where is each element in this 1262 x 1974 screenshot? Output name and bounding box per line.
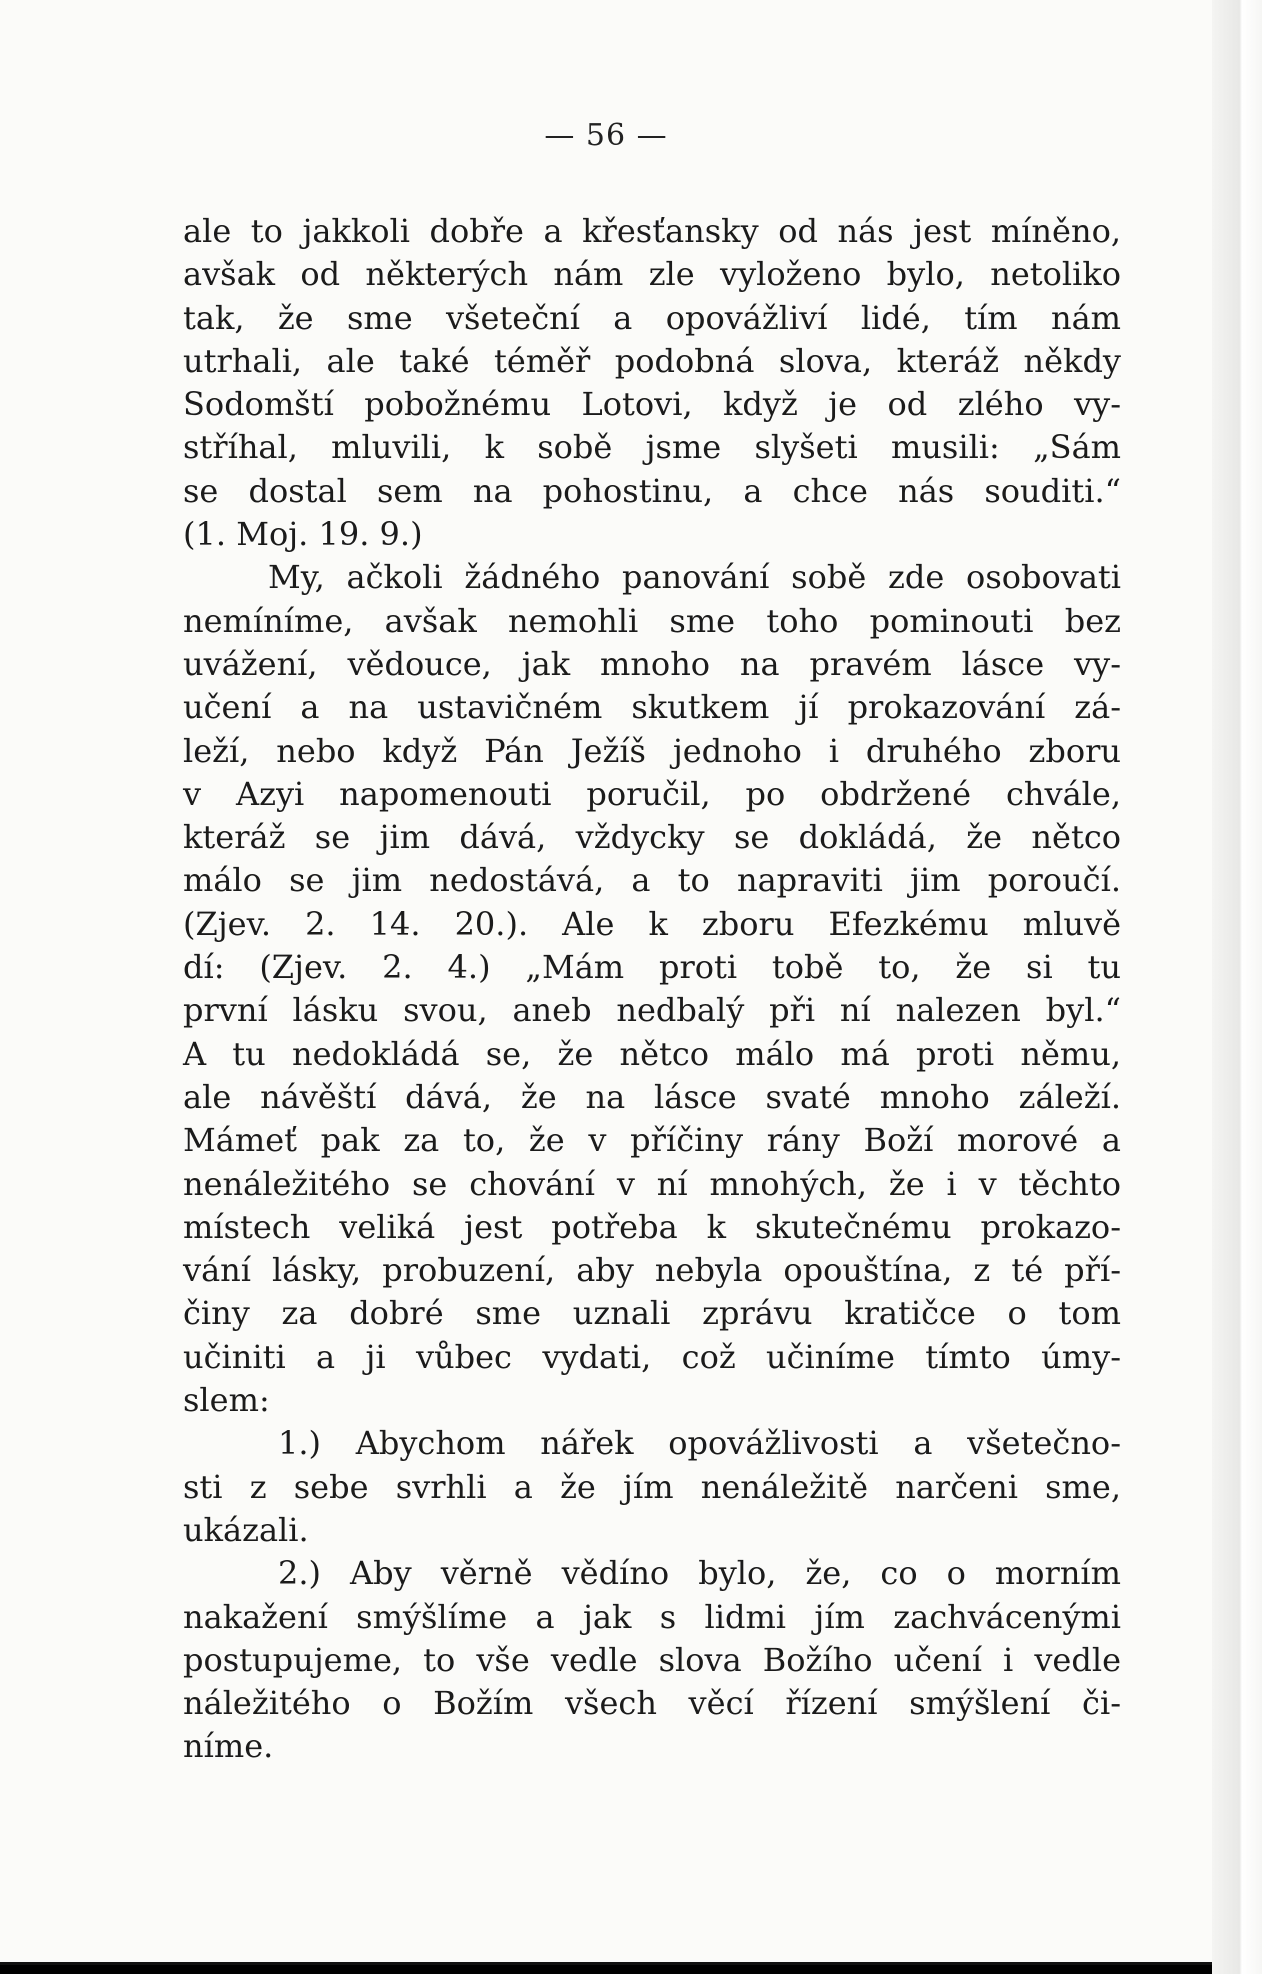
- paragraph-2: [183, 556, 1121, 1422]
- text-line: avšak od některých nám zle vyloženo bylo, netoliko: [183, 255, 1121, 294]
- text-line: níme.: [183, 1727, 274, 1766]
- page-number: — 56 —: [544, 118, 668, 153]
- binding-edge: [1212, 0, 1262, 1974]
- text-line: místech veliká jest potřeba k skutečnému prokazo-: [183, 1207, 1121, 1246]
- text-line: utrhali, ale také téměř podobná slova, kteráž někdy: [183, 341, 1121, 380]
- text-line: kteráž se jim dává, vždycky se dokládá, že nětco: [183, 818, 1121, 857]
- text-line: (Zjev. 2. 14. 20.). Ale k zboru Efezkému mluvě: [183, 904, 1121, 943]
- text-line: málo se jim nedostává, a to napraviti jim poroučí.: [183, 861, 1121, 900]
- text-line: učiniti a ji vůbec vydati, což učiníme tímto úmy-: [183, 1337, 1121, 1376]
- text-line: sti z sebe svrhli a že jím nenáležitě narčeni sme,: [183, 1467, 1121, 1506]
- text-line: náležitého o Božím všech věcí řízení smýšlení či-: [183, 1684, 1121, 1723]
- text-line: nenáležitého se chování v ní mnohých, že i v těchto: [183, 1164, 1121, 1203]
- text-line: My, ačkoli žádného panování sobě zde osobovati: [268, 558, 1121, 597]
- text-line: uvážení, vědouce, jak mnoho na pravém lásce vy-: [183, 644, 1121, 683]
- text-line: Mámeť pak za to, že v příčiny rány Boží morové a: [183, 1121, 1121, 1160]
- text-line: vání lásky, probuzení, aby nebyla opouštína, z té pří-: [183, 1251, 1121, 1290]
- text-line: ukázali.: [183, 1510, 309, 1549]
- text-line: (1. Moj. 19. 9.): [183, 515, 423, 554]
- text-line: činy za dobré sme uznali zprávu kratičce o tom: [183, 1294, 1121, 1333]
- body-text: [183, 210, 1121, 1769]
- text-line: slem:: [183, 1381, 270, 1420]
- text-line: leží, nebo když Pán Ježíš jednoho i druhého zboru: [183, 731, 1121, 770]
- text-line: A tu nedokládá se, že nětco málo má proti němu,: [183, 1034, 1121, 1073]
- text-line: stříhal, mluvili, k sobě jsme slyšeti musili: „Sám: [183, 428, 1121, 467]
- text-line: 2.) Aby věrně vědíno bylo, že, co o morním: [278, 1554, 1121, 1593]
- text-line: se dostal sem na pohostinu, a chce nás souditi.“: [183, 471, 1121, 510]
- text-line: postupujeme, to vše vedle slova Božího učení i vedle: [183, 1640, 1121, 1679]
- text-line: první lásku svou, aneb nedbalý při ní nalezen byl.“: [183, 991, 1121, 1030]
- text-line: dí: (Zjev. 2. 4.) „Mám proti tobě to, že si tu: [183, 948, 1121, 987]
- text-line: Sodomští pobožnému Lotovi, když je od zlého vy-: [183, 385, 1121, 424]
- text-line: nemíníme, avšak nemohli sme toho pominouti bez: [183, 601, 1121, 640]
- text-line: učení a na ustavičném skutkem jí prokazování zá-: [183, 688, 1121, 727]
- text-line: nakažení smýšlíme a jak s lidmi jím zachvácenými: [183, 1597, 1121, 1636]
- paragraph-3: [183, 1422, 1121, 1552]
- text-line: v Azyi napomenouti poručil, po obdržené chvále,: [183, 774, 1121, 813]
- paragraph-4: [183, 1552, 1121, 1768]
- text-line: tak, že sme všeteční a opovážliví lidé, tím nám: [183, 298, 1121, 337]
- text-line: ale to jakkoli dobře a křesťansky od nás jest míněno,: [183, 212, 1121, 250]
- paragraph-1: [183, 210, 1121, 556]
- text-line: ale návěští dává, že na lásce svaté mnoho záleží.: [183, 1077, 1121, 1116]
- text-line: 1.) Abychom nářek opovážlivosti a všetečno-: [278, 1424, 1121, 1463]
